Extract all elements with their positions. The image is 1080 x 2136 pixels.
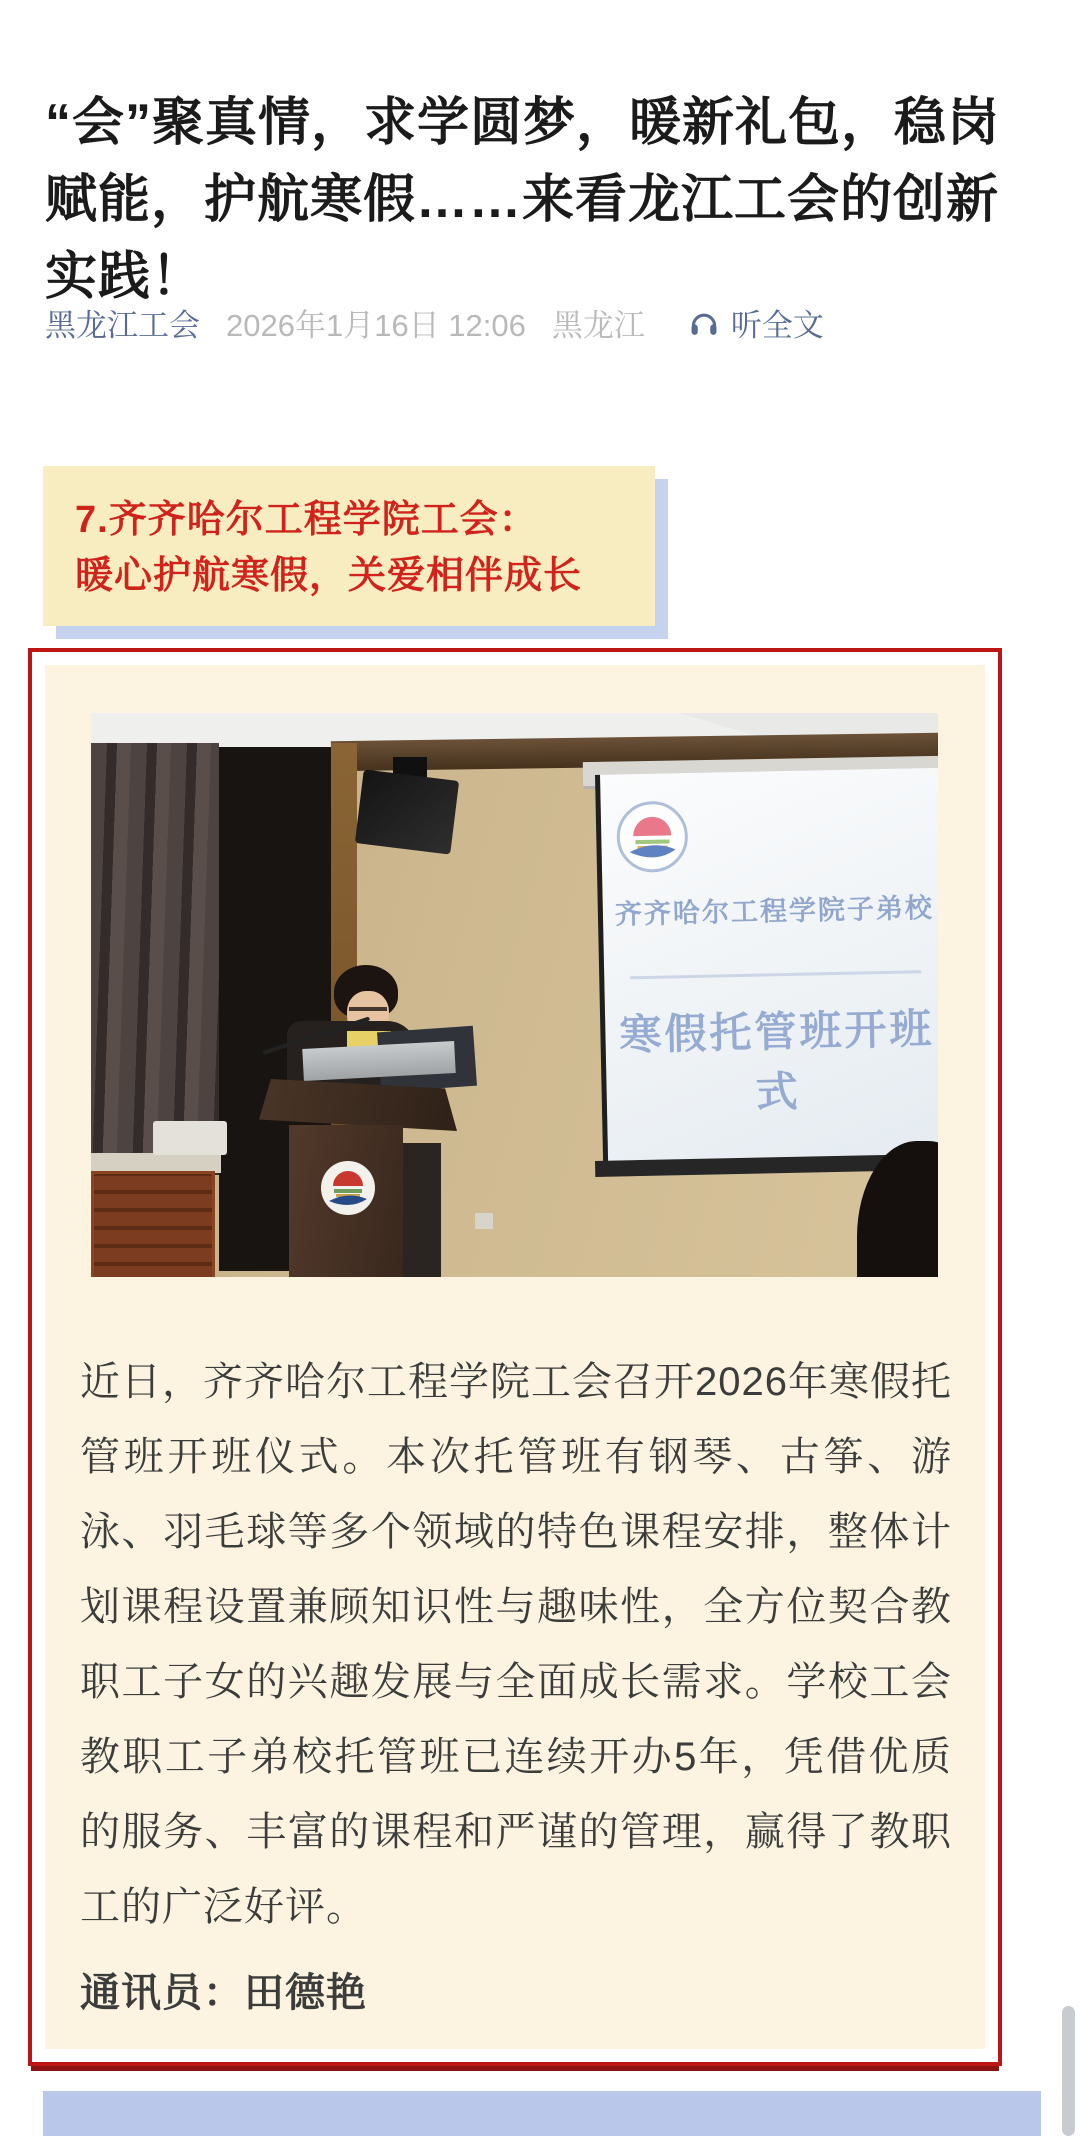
screen-text-line1: 齐齐哈尔工程学院子弟校 <box>614 892 935 930</box>
podium-side-equipment <box>403 1143 441 1277</box>
headphones-icon <box>687 306 721 340</box>
publish-date: 2026年1月16日 12:06 <box>226 308 526 343</box>
curtain <box>91 743 219 1175</box>
article-meta-row <box>45 300 824 345</box>
school-logo-icon <box>615 799 691 875</box>
next-section-strip <box>43 2091 1041 2136</box>
article-title: “会”聚真情，求学圆梦，暖新礼包，稳岗赋能，护航寒假……来看龙江工会的创新实践！ <box>45 93 1001 306</box>
screen-text-line2: 寒假托管班开班式 <box>618 1004 935 1116</box>
correspondent-byline: 通讯员：田德艳 <box>80 1971 367 2015</box>
card-inner-panel <box>45 665 985 2049</box>
wall-speaker <box>355 769 459 854</box>
article-paragraph: 近日，齐齐哈尔工程学院工会召开2026年寒假托管班开班仪式。本次托管班有钢琴、古筝、游泳、羽毛球等多个领域的特色课程安排，整体计划课程设置兼顾知识性与趣味性，全方位契合教职工子女的兴趣发展与全面成长需求。学校工会教职工子弟校托管班已连续开办5年，凭借优质的服务、丰富的课程和严谨的管理，赢得了教职工的广泛好评。 <box>80 1360 952 1929</box>
section-heading-box <box>43 466 655 626</box>
wall-outlet <box>475 1213 493 1229</box>
news-photo <box>91 713 938 1277</box>
presenter-glasses <box>349 1007 387 1017</box>
radiator-grille <box>91 1171 215 1277</box>
listen-full-text-button[interactable] <box>687 300 824 345</box>
region-label: 黑龙江 <box>551 308 645 343</box>
article-card <box>28 648 1002 2066</box>
section-heading-line2: 暖心护航寒假，关爱相伴成长 <box>75 555 583 597</box>
projector-screen <box>595 768 938 1167</box>
section-heading-line1: 7.齐齐哈尔工程学院工会： <box>75 499 538 541</box>
source-account-link[interactable]: 黑龙江工会 <box>45 308 200 343</box>
scrollbar-thumb[interactable] <box>1062 2006 1075 2136</box>
white-box <box>153 1121 227 1155</box>
screen-divider <box>630 970 921 979</box>
window-ledge <box>91 1153 221 1173</box>
listen-label: 听全文 <box>730 308 824 343</box>
podium-logo-icon <box>319 1159 377 1217</box>
